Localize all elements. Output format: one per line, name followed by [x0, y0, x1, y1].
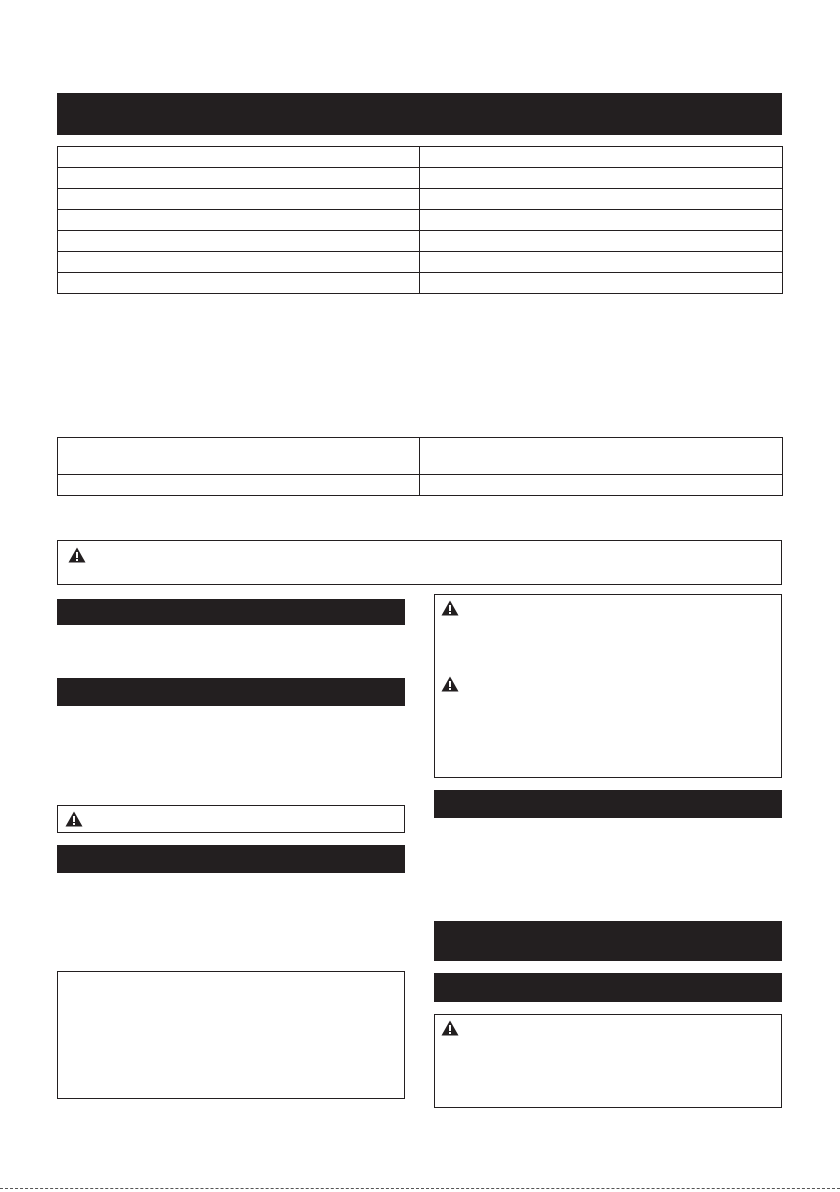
table-cell — [420, 475, 783, 496]
warning-triangle-icon — [441, 1020, 459, 1036]
table-cell — [58, 189, 420, 210]
table-cell — [58, 438, 420, 475]
section-bar — [434, 973, 782, 1002]
warning-triangle-icon — [441, 600, 459, 616]
table-cell — [58, 273, 420, 294]
warning-triangle-icon — [441, 676, 459, 692]
section-bar — [57, 678, 405, 706]
page-bottom-rule — [0, 1188, 840, 1189]
table-cell — [58, 252, 420, 273]
chapter-bar — [434, 921, 782, 961]
caution-box — [57, 805, 405, 833]
table-cell — [58, 210, 420, 231]
warning-box — [434, 594, 782, 778]
table-cell — [420, 210, 783, 231]
table-cell — [58, 475, 420, 496]
table-cell — [420, 252, 783, 273]
table-row — [58, 168, 783, 189]
table-row — [58, 252, 783, 273]
table-row — [58, 189, 783, 210]
table-cell — [58, 147, 420, 168]
table-cell — [420, 438, 783, 475]
table-cell — [420, 147, 783, 168]
section-bar — [57, 845, 405, 873]
table-row — [58, 273, 783, 294]
title-bar — [57, 93, 782, 135]
table-cell — [58, 168, 420, 189]
general-warning-box — [57, 540, 782, 585]
table-cell — [420, 168, 783, 189]
table-row — [58, 438, 783, 475]
table-cell — [420, 273, 783, 294]
warning-triangle-icon — [68, 547, 86, 563]
table-row — [58, 210, 783, 231]
summary-table — [57, 437, 783, 496]
specifications-table — [57, 146, 783, 294]
note-box — [57, 971, 405, 1099]
table-row — [58, 231, 783, 252]
section-bar — [57, 599, 405, 625]
table-cell — [58, 231, 420, 252]
table-cell — [420, 231, 783, 252]
section-bar — [434, 790, 782, 818]
warning-box — [434, 1014, 782, 1108]
warning-triangle-icon — [65, 811, 83, 827]
table-row — [58, 147, 783, 168]
table-cell — [420, 189, 783, 210]
table-row — [58, 475, 783, 496]
